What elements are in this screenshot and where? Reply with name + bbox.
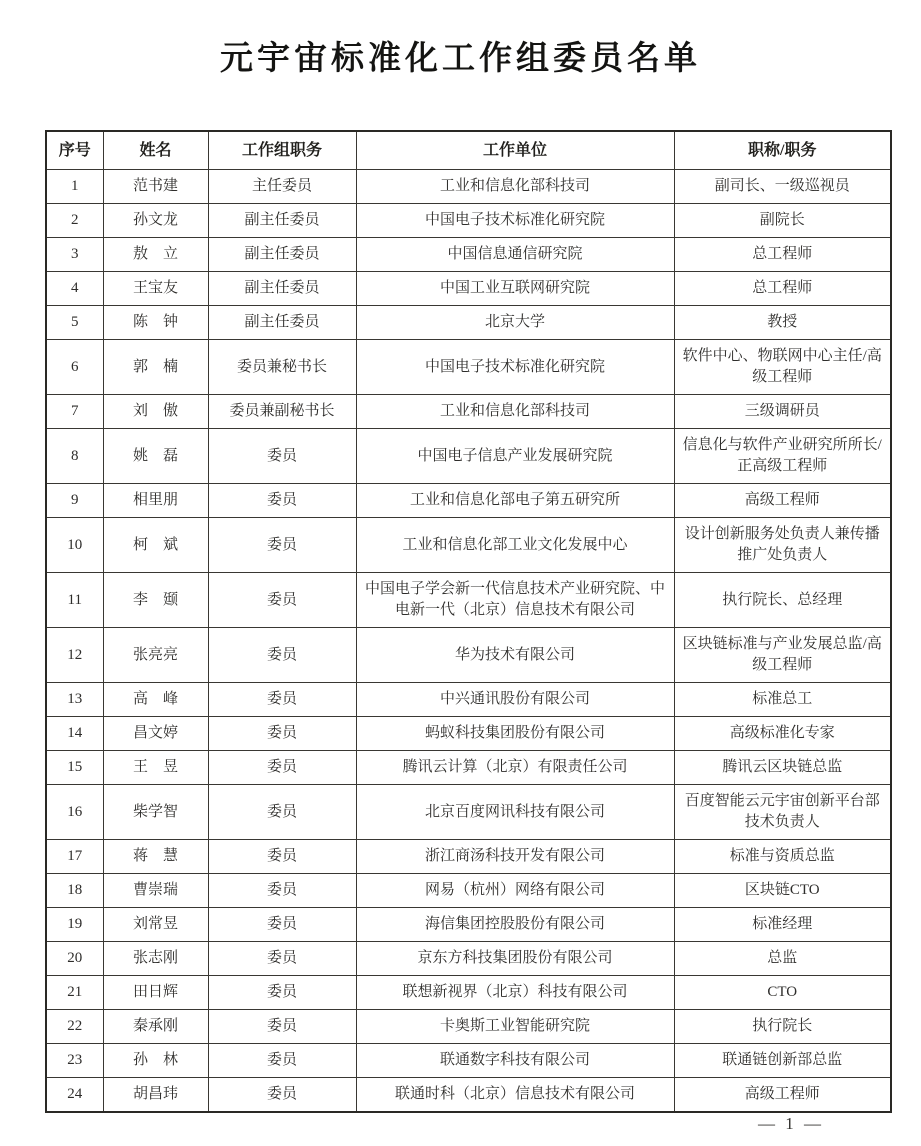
cell-seq: 3	[46, 238, 103, 272]
cell-role: 委员兼秘书长	[208, 340, 356, 395]
table-row	[46, 484, 891, 518]
page-number: — 1 —	[758, 1114, 824, 1133]
cell-title: 副院长	[674, 204, 891, 238]
table-row	[46, 628, 891, 683]
cell-name: 曹崇瑞	[103, 874, 208, 908]
table-row	[46, 1078, 891, 1113]
cell-role: 委员	[208, 751, 356, 785]
cell-name: 范书建	[103, 170, 208, 204]
cell-title: 总工程师	[674, 272, 891, 306]
header-row	[46, 131, 891, 170]
cell-title: 总工程师	[674, 238, 891, 272]
cell-name: 李 颋	[103, 573, 208, 628]
column-header-role: 工作组职务	[208, 131, 356, 170]
member-table-body	[46, 170, 891, 1113]
table-row	[46, 751, 891, 785]
cell-title: 高级标准化专家	[674, 717, 891, 751]
cell-role: 委员	[208, 1078, 356, 1113]
cell-name: 郭 楠	[103, 340, 208, 395]
cell-role: 委员	[208, 976, 356, 1010]
cell-role: 委员	[208, 628, 356, 683]
cell-org: 腾讯云计算（北京）有限责任公司	[356, 751, 674, 785]
cell-name: 田日辉	[103, 976, 208, 1010]
cell-seq: 6	[46, 340, 103, 395]
cell-title: 教授	[674, 306, 891, 340]
table-row	[46, 908, 891, 942]
cell-title: 区块链CTO	[674, 874, 891, 908]
cell-name: 姚 磊	[103, 429, 208, 484]
cell-role: 委员	[208, 908, 356, 942]
member-table-header	[46, 131, 891, 170]
table-row	[46, 717, 891, 751]
cell-seq: 1	[46, 170, 103, 204]
cell-title: 设计创新服务处负责人兼传播推广处负责人	[674, 518, 891, 573]
cell-name: 张志刚	[103, 942, 208, 976]
cell-org: 工业和信息化部科技司	[356, 395, 674, 429]
cell-seq: 7	[46, 395, 103, 429]
cell-role: 主任委员	[208, 170, 356, 204]
cell-role: 委员	[208, 683, 356, 717]
cell-seq: 18	[46, 874, 103, 908]
cell-seq: 20	[46, 942, 103, 976]
cell-name: 刘常昱	[103, 908, 208, 942]
cell-seq: 17	[46, 840, 103, 874]
cell-title: 标准与资质总监	[674, 840, 891, 874]
cell-org: 中国电子信息产业发展研究院	[356, 429, 674, 484]
cell-title: 百度智能云元宇宙创新平台部技术负责人	[674, 785, 891, 840]
cell-seq: 5	[46, 306, 103, 340]
cell-org: 华为技术有限公司	[356, 628, 674, 683]
cell-org: 工业和信息化部工业文化发展中心	[356, 518, 674, 573]
cell-seq: 14	[46, 717, 103, 751]
member-table	[45, 130, 892, 1113]
cell-role: 委员	[208, 942, 356, 976]
table-row	[46, 976, 891, 1010]
cell-role: 委员	[208, 518, 356, 573]
cell-name: 昌文婷	[103, 717, 208, 751]
cell-name: 柯 斌	[103, 518, 208, 573]
cell-org: 中国电子技术标准化研究院	[356, 204, 674, 238]
table-row	[46, 395, 891, 429]
cell-title: 高级工程师	[674, 1078, 891, 1113]
cell-role: 委员	[208, 1010, 356, 1044]
column-header-title: 职称/职务	[674, 131, 891, 170]
table-row	[46, 170, 891, 204]
cell-name: 王宝友	[103, 272, 208, 306]
table-row	[46, 942, 891, 976]
cell-seq: 21	[46, 976, 103, 1010]
cell-role: 副主任委员	[208, 204, 356, 238]
cell-role: 委员	[208, 1044, 356, 1078]
cell-seq: 16	[46, 785, 103, 840]
cell-name: 张亮亮	[103, 628, 208, 683]
table-row	[46, 785, 891, 840]
cell-name: 秦承刚	[103, 1010, 208, 1044]
cell-org: 网易（杭州）网络有限公司	[356, 874, 674, 908]
cell-name: 蒋 慧	[103, 840, 208, 874]
page-title: 元宇宙标准化工作组委员名单	[220, 41, 701, 77]
table-row	[46, 1010, 891, 1044]
table-row	[46, 573, 891, 628]
cell-role: 委员	[208, 573, 356, 628]
cell-seq: 8	[46, 429, 103, 484]
cell-seq: 23	[46, 1044, 103, 1078]
cell-seq: 22	[46, 1010, 103, 1044]
cell-role: 委员	[208, 717, 356, 751]
cell-org: 中国工业互联网研究院	[356, 272, 674, 306]
cell-org: 中国信息通信研究院	[356, 238, 674, 272]
table-row	[46, 840, 891, 874]
column-header-org: 工作单位	[356, 131, 674, 170]
cell-title: 总监	[674, 942, 891, 976]
cell-org: 联想新视界（北京）科技有限公司	[356, 976, 674, 1010]
cell-org: 卡奥斯工业智能研究院	[356, 1010, 674, 1044]
cell-title: 标准总工	[674, 683, 891, 717]
cell-name: 孙 林	[103, 1044, 208, 1078]
cell-title: 执行院长、总经理	[674, 573, 891, 628]
cell-title: 区块链标准与产业发展总监/高级工程师	[674, 628, 891, 683]
cell-title: 软件中心、物联网中心主任/高级工程师	[674, 340, 891, 395]
column-header-name: 姓名	[103, 131, 208, 170]
cell-name: 柴学智	[103, 785, 208, 840]
cell-name: 刘 傲	[103, 395, 208, 429]
cell-org: 联通数字科技有限公司	[356, 1044, 674, 1078]
cell-role: 委员兼副秘书长	[208, 395, 356, 429]
cell-title: 高级工程师	[674, 484, 891, 518]
cell-org: 中国电子技术标准化研究院	[356, 340, 674, 395]
cell-seq: 19	[46, 908, 103, 942]
cell-org: 北京百度网讯科技有限公司	[356, 785, 674, 840]
cell-role: 副主任委员	[208, 238, 356, 272]
cell-seq: 10	[46, 518, 103, 573]
cell-role: 委员	[208, 874, 356, 908]
table-row	[46, 272, 891, 306]
table-row	[46, 518, 891, 573]
cell-title: 执行院长	[674, 1010, 891, 1044]
cell-title: 联通链创新部总监	[674, 1044, 891, 1078]
table-row	[46, 238, 891, 272]
cell-org: 工业和信息化部科技司	[356, 170, 674, 204]
cell-org: 蚂蚁科技集团股份有限公司	[356, 717, 674, 751]
cell-org: 京东方科技集团股份有限公司	[356, 942, 674, 976]
table-row	[46, 306, 891, 340]
table-row	[46, 429, 891, 484]
cell-org: 中国电子学会新一代信息技术产业研究院、中电新一代（北京）信息技术有限公司	[356, 573, 674, 628]
cell-name: 王 昱	[103, 751, 208, 785]
cell-role: 委员	[208, 484, 356, 518]
cell-name: 相里朋	[103, 484, 208, 518]
table-row	[46, 874, 891, 908]
cell-seq: 12	[46, 628, 103, 683]
cell-seq: 9	[46, 484, 103, 518]
table-row	[46, 340, 891, 395]
cell-title: 副司长、一级巡视员	[674, 170, 891, 204]
cell-org: 工业和信息化部电子第五研究所	[356, 484, 674, 518]
cell-seq: 2	[46, 204, 103, 238]
cell-org: 海信集团控股股份有限公司	[356, 908, 674, 942]
cell-seq: 13	[46, 683, 103, 717]
cell-name: 胡昌玮	[103, 1078, 208, 1113]
cell-seq: 24	[46, 1078, 103, 1113]
cell-title: 三级调研员	[674, 395, 891, 429]
cell-org: 中兴通讯股份有限公司	[356, 683, 674, 717]
table-row	[46, 683, 891, 717]
cell-seq: 4	[46, 272, 103, 306]
cell-org: 浙江商汤科技开发有限公司	[356, 840, 674, 874]
cell-role: 副主任委员	[208, 306, 356, 340]
cell-title: 标准经理	[674, 908, 891, 942]
cell-role: 副主任委员	[208, 272, 356, 306]
cell-title: 信息化与软件产业研究所所长/正高级工程师	[674, 429, 891, 484]
cell-org: 联通时科（北京）信息技术有限公司	[356, 1078, 674, 1113]
table-row	[46, 1044, 891, 1078]
cell-name: 高 峰	[103, 683, 208, 717]
cell-org: 北京大学	[356, 306, 674, 340]
cell-name: 孙文龙	[103, 204, 208, 238]
table-row	[46, 204, 891, 238]
cell-role: 委员	[208, 840, 356, 874]
cell-name: 敖 立	[103, 238, 208, 272]
cell-role: 委员	[208, 785, 356, 840]
column-header-seq: 序号	[46, 131, 103, 170]
cell-seq: 15	[46, 751, 103, 785]
cell-title: CTO	[674, 976, 891, 1010]
cell-seq: 11	[46, 573, 103, 628]
cell-name: 陈 钟	[103, 306, 208, 340]
cell-role: 委员	[208, 429, 356, 484]
cell-title: 腾讯云区块链总监	[674, 751, 891, 785]
